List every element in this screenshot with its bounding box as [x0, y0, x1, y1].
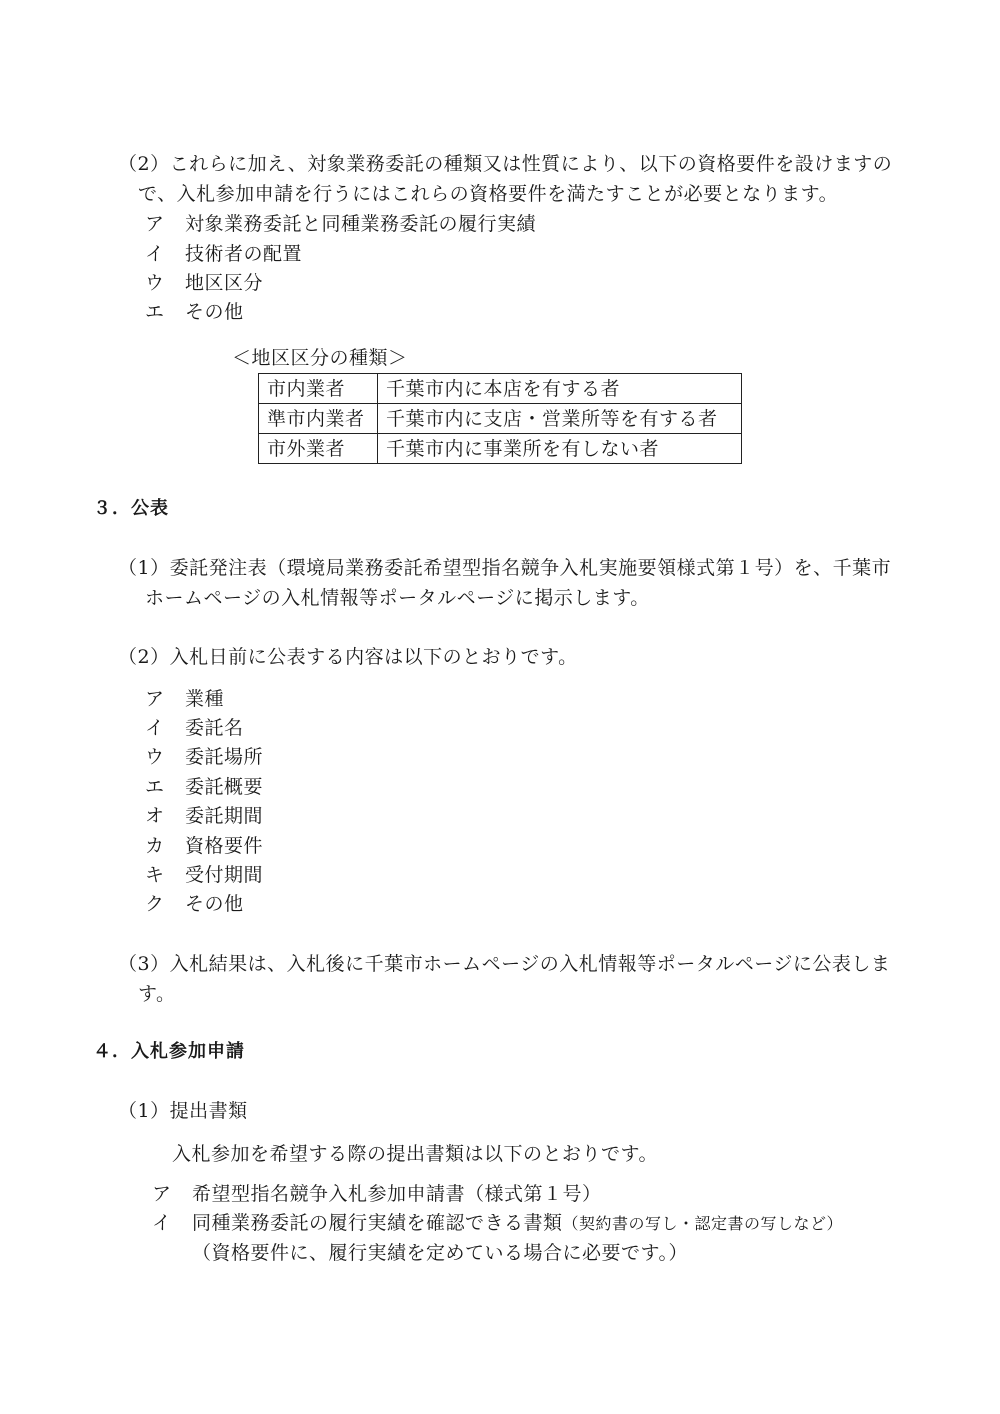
- list-item: イ 委託名: [145, 717, 244, 739]
- paragraph-4-1: （1）提出書類: [118, 1100, 248, 1122]
- table-cell-desc: 千葉市内に事業所を有しない者: [378, 434, 742, 464]
- table-cell-type: 市外業者: [259, 434, 378, 464]
- list-item: ウ 委託場所: [145, 746, 264, 768]
- list-item: ク その他: [145, 893, 244, 915]
- region-table: [258, 373, 742, 464]
- paragraph-4-intro: 入札参加を希望する際の提出書類は以下のとおりです。: [172, 1143, 658, 1165]
- paragraph-3-1-line2: ホームページの入札情報等ポータルページに掲示します。: [145, 587, 650, 609]
- list-item: イ 同種業務委託の履行実績を確認できる書類（契約書の写し・認定書の写しなど）: [152, 1212, 844, 1234]
- list-item: エ その他: [145, 301, 244, 323]
- list-item: エ 委託概要: [145, 776, 264, 798]
- list-item: ウ 地区区分: [145, 272, 264, 294]
- paragraph-3-2: （2）入札日前に公表する内容は以下のとおりです。: [118, 646, 578, 668]
- table-cell-desc: 千葉市内に本店を有する者: [378, 374, 742, 404]
- table-cell-type: 市内業者: [259, 374, 378, 404]
- list-item-note: （契約書の写し・認定書の写しなど）: [562, 1214, 844, 1233]
- list-item: キ 受付期間: [145, 864, 264, 886]
- list-item: オ 委託期間: [145, 805, 264, 827]
- list-item: ア 対象業務委託と同種業務委託の履行実績: [145, 213, 537, 235]
- list-item: ア 希望型指名競争入札参加申請書（様式第１号）: [152, 1183, 602, 1205]
- paragraph-3-3-line2: す。: [138, 983, 176, 1005]
- paragraph-2-line2: で、入札参加申請を行うにはこれらの資格要件を満たすことが必要となります。: [138, 183, 839, 205]
- table-cell-type: 準市内業者: [259, 404, 378, 434]
- table-caption: ＜地区区分の種類＞: [232, 347, 408, 369]
- paragraph-3-1-line1: （1）委託発注表（環境局業務委託希望型指名競争入札実施要領様式第１号）を、千葉市: [118, 557, 892, 579]
- list-item-line2: （資格要件に、履行実績を定めている場合に必要です。）: [192, 1242, 688, 1264]
- section-heading-3: ３．公表: [93, 498, 169, 519]
- list-item: カ 資格要件: [145, 835, 264, 857]
- table-cell-desc: 千葉市内に支店・営業所等を有する者: [378, 404, 742, 434]
- list-item: ア 業種: [145, 688, 225, 710]
- paragraph-2-line1: （2）これらに加え、対象業務委託の種類又は性質により、以下の資格要件を設けますの: [118, 153, 893, 175]
- section-heading-4: ４．入札参加申請: [93, 1041, 245, 1062]
- table-row: [259, 374, 742, 404]
- list-item: イ 技術者の配置: [145, 243, 303, 265]
- table-row: [259, 404, 742, 434]
- paragraph-3-3-line1: （3）入札結果は、入札後に千葉市ホームページの入札情報等ポータルページに公表しま: [118, 953, 891, 975]
- table-row: [259, 434, 742, 464]
